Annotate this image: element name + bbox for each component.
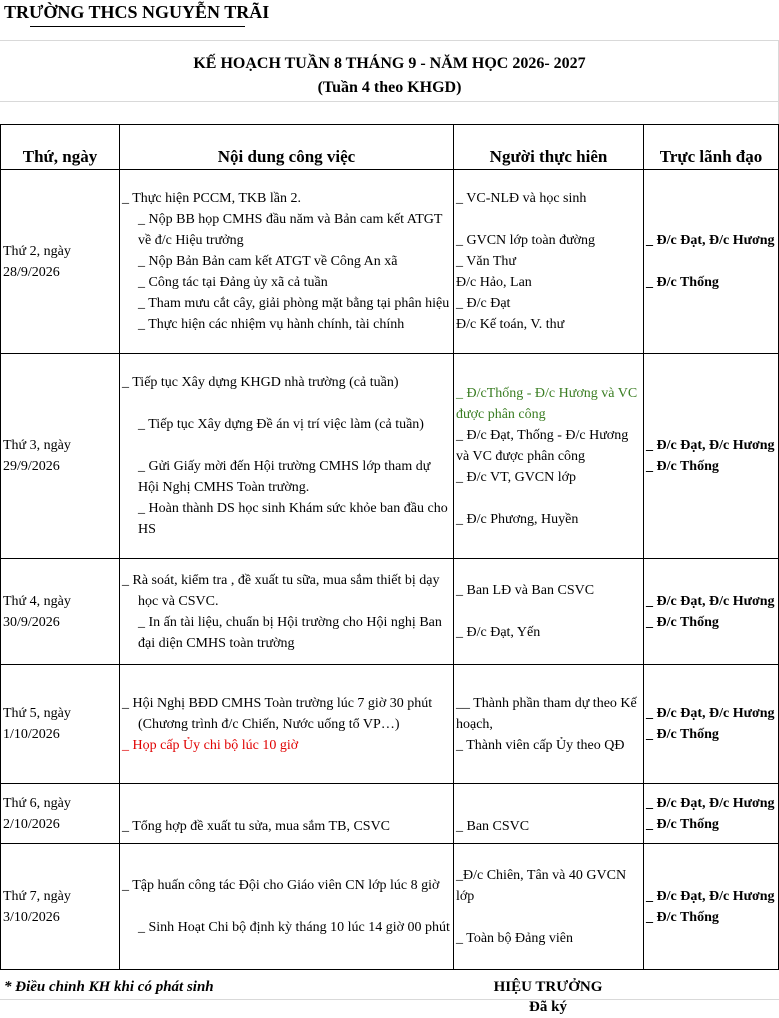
table-row	[1, 354, 779, 559]
people-cell: __ Thành phần tham dự theo Kế hoạch, _ Thành viên cấp Ủy theo QĐ	[454, 665, 644, 784]
page-title: KẾ HOẠCH TUẦN 8 THÁNG 9 - NĂM HỌC 2026- 2027	[193, 55, 586, 72]
day-cell: Thứ 6, ngày 2/10/2026	[1, 784, 120, 844]
weekly-plan-table	[0, 124, 779, 970]
leader-cell: _ Đ/c Đạt, Đ/c Hương _ Đ/c Thống	[644, 784, 779, 844]
school-name-underline	[30, 26, 245, 27]
day-cell: Thứ 3, ngày 29/9/2026	[1, 354, 120, 559]
people-cell: _ Ban LĐ và Ban CSVC _ Đ/c Đạt, Yến	[454, 559, 644, 665]
leader-cell: _ Đ/c Đạt, Đ/c Hương _ Đ/c Thống	[644, 559, 779, 665]
table-row	[1, 844, 779, 970]
col-header-leader: Trực lãnh đạo	[644, 125, 779, 170]
leader-cell: _ Đ/c Đạt, Đ/c Hương _ Đ/c Thống	[644, 665, 779, 784]
tasks-cell: _ Tổng hợp đề xuất tu sửa, mua sắm TB, CSVC	[120, 784, 454, 844]
day-cell: Thứ 7, ngày 3/10/2026	[1, 844, 120, 970]
table-row	[1, 665, 779, 784]
people-highlight: _ Đ/cThống - Đ/c Hương và VC được phân công	[456, 385, 638, 422]
people-list: _ Đ/c Đạt, Thống - Đ/c Hương và VC được phân công _ Đ/c VT, GVCN lớp _ Đ/c Phương, Huyền	[456, 427, 629, 527]
people-cell: _Đ/c Chiên, Tân và 40 GVCN lớp _ Toàn bộ Đảng viên	[454, 844, 644, 970]
day-cell: Thứ 4, ngày 30/9/2026	[1, 559, 120, 665]
grid-line	[0, 999, 779, 1000]
people-cell: _ Ban CSVC	[454, 784, 644, 844]
table-row	[1, 170, 779, 354]
col-header-people: Người thực hiên	[454, 125, 644, 170]
tasks-cell: _ Tập huấn công tác Đội cho Giáo viên CN lớp lúc 8 giờ _ Sinh Hoạt Chi bộ định kỳ tháng 10 lúc 14 giờ 00 phút	[120, 844, 454, 970]
tasks-list: _ Hội Nghị BĐD CMHS Toàn trường lúc 7 giờ 30 phút (Chương trình đ/c Chiến, Nước uống tổ VP…)	[122, 695, 433, 732]
col-header-tasks: Nội dung công việc	[120, 125, 454, 170]
col-header-day: Thứ, ngày	[1, 125, 120, 170]
page-subtitle: (Tuần 4 theo KHGD)	[317, 79, 462, 96]
tasks-cell	[120, 665, 454, 784]
tasks-cell: _ Tiếp tục Xây dựng KHGD nhà trường (cả tuần) _ Tiếp tục Xây dựng Đề án vị trí việc làm (cả tuần) _ Gửi Giấy mời đến Hội trường CMHS lớp tham dự Hội Nghị CMHS Toàn trường. _ Hoàn thành DS học sinh Khám sức khỏe ban đầu cho HS	[120, 354, 454, 559]
people-cell	[454, 354, 644, 559]
table-row	[1, 559, 779, 665]
grid-line	[0, 101, 779, 102]
signer-title: HIỆU TRƯỞNG	[493, 979, 603, 995]
leader-cell: _ Đ/c Đạt, Đ/c Hương _ Đ/c Thống	[644, 354, 779, 559]
grid-line	[0, 40, 779, 41]
school-name: TRƯỜNG THCS NGUYỄN TRÃI	[4, 2, 270, 22]
adjustment-note: * Điều chỉnh KH khi có phát sinh	[4, 979, 214, 995]
people-cell: _ VC-NLĐ và học sinh _ GVCN lớp toàn đường _ Văn Thư Đ/c Hảo, Lan _ Đ/c Đạt Đ/c Kế toán, V. thư	[454, 170, 644, 354]
leader-cell: _ Đ/c Đạt, Đ/c Hương _ Đ/c Thống	[644, 170, 779, 354]
leader-cell: _ Đ/c Đạt, Đ/c Hương _ Đ/c Thống	[644, 844, 779, 970]
tasks-cell: _ Rà soát, kiểm tra , đề xuất tu sữa, mua sắm thiết bị dạy học và CSVC. _ In ấn tài liệu, chuẩn bị Hội trường cho Hội nghị Ban đại diện CMHS toàn trường	[120, 559, 454, 665]
day-cell: Thứ 5, ngày 1/10/2026	[1, 665, 120, 784]
tasks-cell: _ Thực hiện PCCM, TKB lần 2. _ Nộp BB họp CMHS đầu năm và Bản cam kết ATGT về đ/c Hiệu trưởng _ Nộp Bản Bản cam kết ATGT về Công An xã _ Công tác tại Đảng ủy xã cả tuần _ Tham mưu cắt cây, giải phòng mặt bằng tại phân hiệu _ Thực hiện các nhiệm vụ hành chính, tài chính	[120, 170, 454, 354]
day-cell: Thứ 2, ngày 28/9/2026	[1, 170, 120, 354]
table-row	[1, 784, 779, 844]
signed-label: Đã ký	[529, 999, 567, 1015]
table-header-row	[1, 125, 779, 170]
tasks-highlight: _ Họp cấp Ủy chi bộ lúc 10 giờ	[122, 737, 299, 753]
